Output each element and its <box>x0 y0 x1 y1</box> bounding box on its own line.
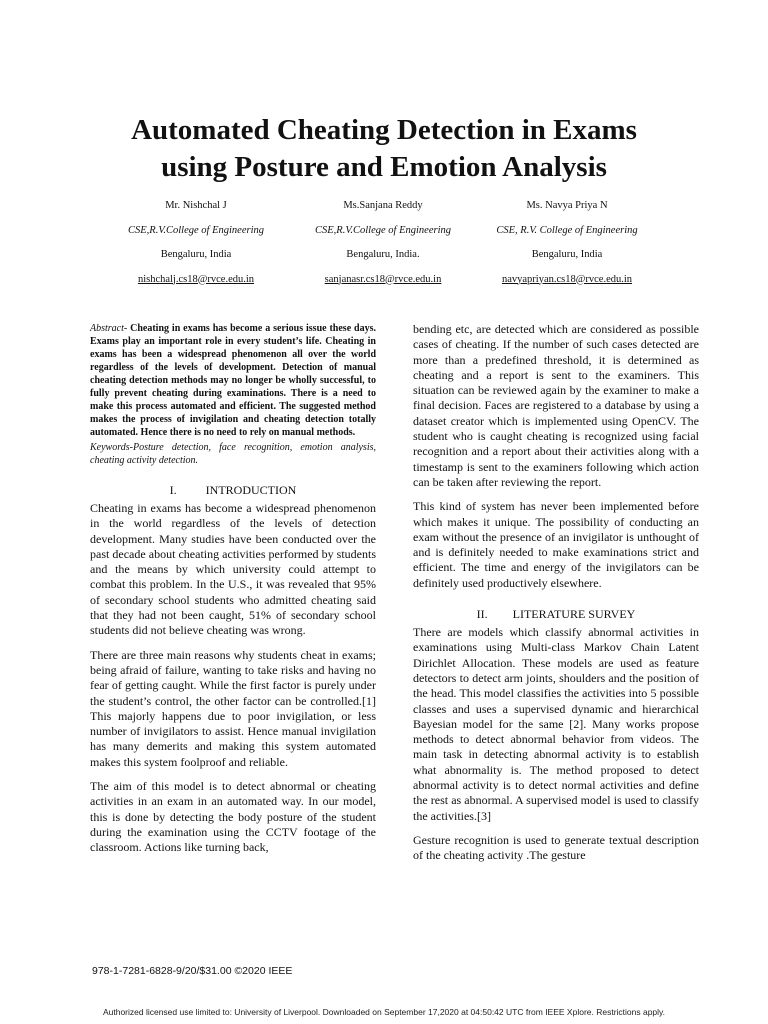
author-block-3 <box>467 194 667 292</box>
author-affiliation: CSE,R.V.College of Engineering <box>315 224 451 236</box>
author-email-link[interactable]: nishchalj.cs18@rvce.edu.in <box>137 273 255 285</box>
right-column <box>413 322 699 873</box>
paper-title-line-2: using Posture and Emotion Analysis <box>161 151 607 183</box>
author-location: Bengaluru, India <box>531 249 603 260</box>
paper-title-line-1: Automated Cheating Detection in Exams <box>131 114 637 146</box>
section-title: INTRODUCTION <box>205 483 297 497</box>
paragraph: Gesture recognition is used to generate textual description of the cheating activity .The gesture <box>413 832 699 863</box>
paper-title <box>0 112 768 186</box>
section-number: I. <box>169 483 177 497</box>
author-location: Bengaluru, India. <box>346 249 420 260</box>
paragraph: bending etc, are detected which are considered as possible cases of cheating. If the number of such cases detected are more than a predefined threshold, it is determined as cheating and a report is sent to the examiners. This situation can be reviewed again by the examiner to make a final decision. Faces are registered to a database by using a dataset creator which is implemented using OpenCV. The student who is caught cheating is recognized using facial recognition and a report about their activities along with a timestamp is sent to the examiners following which action can be taken after reviewing the report. <box>413 322 699 489</box>
license-notice: Authorized licensed use limited to: University of Liverpool. Downloaded on September 17,2020 at 04:50:42 UTC from IEEE Xplore. Restrictions apply. <box>102 1007 666 1017</box>
abstract-lead: Abstract- <box>90 323 128 334</box>
isbn-copyright: 978-1-7281-6828-9/20/$31.00 ©2020 IEEE <box>92 965 293 977</box>
author-block-1 <box>96 194 296 292</box>
section-heading-introduction <box>90 483 376 498</box>
author-name: Ms.Sanjana Reddy <box>343 200 423 211</box>
author-block-2 <box>283 194 483 292</box>
section-title: LITERATURE SURVEY <box>512 607 636 622</box>
section-number: II. <box>476 607 488 622</box>
abstract <box>90 322 376 439</box>
paragraph: This kind of system has never been implemented before which makes it unique. The possibility of conducting an exam without the presence of an invigilator is unthought of and is definitely needed to make examinations strict and efficient. The time and energy of the invigilators can be definitely used productively elsewhere. <box>413 499 699 590</box>
author-email-link[interactable]: navyapriyan.cs18@rvce.edu.in <box>501 273 633 285</box>
keywords: Keywords-Posture detection, face recognition, emotion analysis, cheating activity detection. <box>90 442 376 466</box>
author-name: Ms. Navya Priya N <box>526 200 608 211</box>
abstract-body: Cheating in exams has become a serious issue these days. Exams play an important role in every student’s life. Cheating in exams has been a widespread phenomenon all over the world regardless of the levels of development. Detection of manual cheating detection methods may no longer be wholly successful, to fully prevent cheating during examinations. There is a need to make this process automated and efficient. The suggested method makes the process of invigilation and cheating detection totally automated. Hence there is no need to rely on manual methods. <box>90 323 376 438</box>
section-heading-literature-survey <box>413 607 699 622</box>
author-affiliation: CSE,R.V.College of Engineering <box>128 224 264 236</box>
paragraph: The aim of this model is to detect abnormal or cheating activities in an exam in an automated way. In our model, this is done by detecting the body posture of the student during the examination using the CCTV footage of the classroom. Actions like turning back, <box>90 779 376 855</box>
paragraph: Cheating in exams has become a widespread phenomenon in the world regardless of the levels of detection development. Many studies have been conducted over the past decade about cheating activities performed by students and the means by which university could attempt to combat this problem. In the U.S., it was revealed that 95% of secondary school students who admitted cheating said that they had not been caught, 51% of secondary school students did not believe cheating was wrong. <box>90 501 376 638</box>
author-name: Mr. Nishchal J <box>165 200 227 211</box>
author-affiliation: CSE, R.V. College of Engineering <box>496 224 638 236</box>
author-email-link[interactable]: sanjanasr.cs18@rvce.edu.in <box>324 273 442 285</box>
paragraph: There are models which classify abnormal activities in examinations using Multi-class Markov Chain Latent Dirichlet Allocation. These models are used as feature detectors to detect arm joints, shoulders and the position of the head. This model classifies the activities into 5 possible classes and uses a supervised dynamic and hierarchical Bayesian model for the same [2]. Many works propose methods to detect abnormal behavior from videos. The main task in detecting abnormal activity is to establish what abnormality is. The method proposed to detect abnormal activity is to detect normal activities and define the rest as abnormal. A supervised model is used to classify the activities.[3] <box>413 625 699 823</box>
paragraph: There are three main reasons why students cheat in exams; being afraid of failure, wanting to take risks and having no fear of getting caught. While the first factor is purely under the student’s control, the other factor can be controlled.[1] This majorly happens due to poor invigilation, or less number of invigilators to assist. Hence manual invigilation has many demerits and making this system automated makes this system foolproof and reliable. <box>90 647 376 769</box>
author-location: Bengaluru, India <box>160 249 232 260</box>
left-column <box>90 322 376 865</box>
